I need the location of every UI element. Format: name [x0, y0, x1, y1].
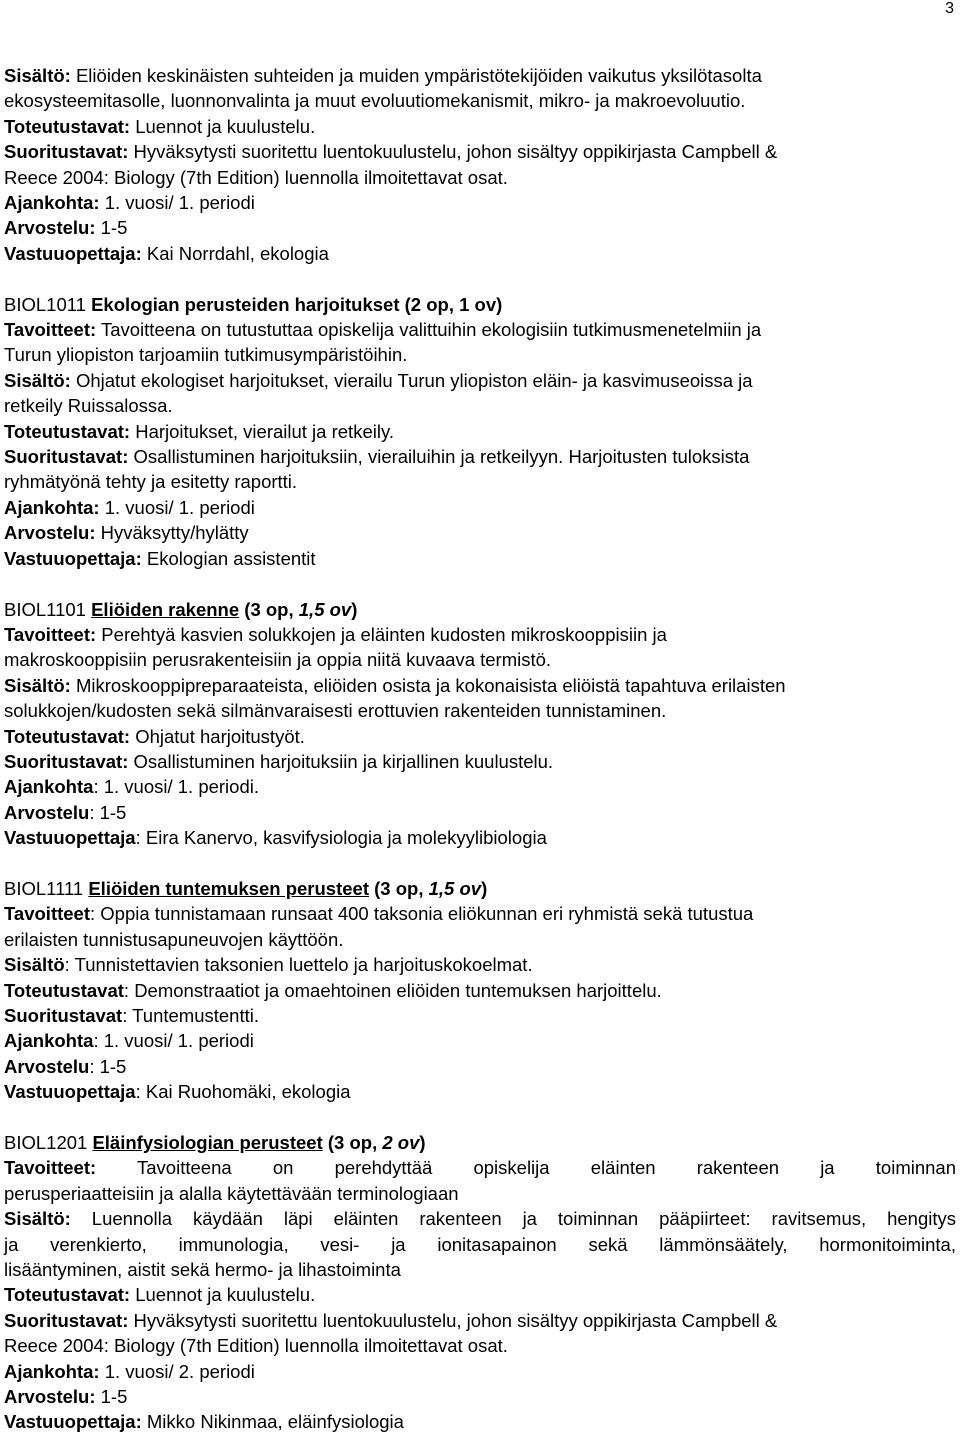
document-body: [4, 63, 956, 1435]
spacer: [4, 571, 956, 596]
suoritustavat-line-2: Reece 2004: Biology (7th Edition) luennolla ilmoitettavat osat.: [4, 166, 508, 188]
course-biol1111: BIOL1111 Eliöiden tuntemuksen perusteet (3 op, 1,5 ov) Tavoitteet: Oppia tunnistamaan runsaat 400 taksonia eliökunnan eri ryhmistä sekä tutustua erilaisten tunnistusapuneuvojen käyttöön. Sisältö: Tunnistettavien taksonien luettelo ja harjoituskokoelmat. Toteutustavat: Demonstraatiot ja omaehtoinen eliöiden tuntemuksen harjoittelu. Suoritustavat: Tuntemustentti. Ajankohta: 1. vuosi/ 1. periodi Arvostelu: 1-5 Vastuuopettaja: Kai Ruohomäki, ekologia: [4, 876, 956, 1105]
toteutustavat-line: Toteutustavat: Luennot ja kuulustelu.: [4, 115, 316, 137]
spacer: [4, 851, 956, 876]
course-biol1101: BIOL1101 Eliöiden rakenne (3 op, 1,5 ov) Tavoitteet: Perehtyä kasvien solukkojen ja eläinten kudosten mikroskooppisiin ja makroskooppisiin perusrakenteisiin ja oppia niitä kuvaava termistö. Sisältö: Mikroskooppipreparaateista, eliöiden osista ja kokonaisista eliöistä tapahtuva erilaisten solukkojen/kudosten sekä silmänvaraisesti erottuvien rakenteiden tunnistaminen. Toteutustavat: Ohjatut harjoitustyöt. Suoritustavat: Osallistuminen harjoituksiin ja kirjallinen kuulustelu. Ajankohta: 1. vuosi/ 1. periodi. Arvostelu: 1-5 Vastuuopettaja: Eira Kanervo, kasvifysiologia ja molekyylibiologia: [4, 597, 956, 851]
sisalto-label: Sisältö:: [4, 65, 71, 86]
spacer: [4, 1105, 956, 1130]
course-heading: BIOL1201 Eläinfysiologian perusteet (3 op, 2 ov): [4, 1132, 426, 1153]
sisalto-line: Sisältö: Eliöiden keskinäisten suhteiden ja muiden ympäristötekijöiden vaikutus yksilötasolta: [4, 65, 762, 86]
course-heading: BIOL1111 Eliöiden tuntemuksen perusteet (3 op, 1,5 ov): [4, 877, 488, 899]
course-biol1011: BIOL1011 Ekologian perusteiden harjoitukset (2 op, 1 ov) Tavoitteet: Tavoitteena on tutustuttaa opiskelija valittuihin ekologisiin tutkimusmenetelmiin ja Turun yliopiston tarjoamiin tutkimusympäristöihin. Sisältö: Ohjatut ekologiset harjoitukset, vierailu Turun yliopiston eläin- ja kasvimuseoissa ja retkeily Ruissalossa. Toteutustavat: Harjoitukset, vierailut ja retkeily. Suoritustavat: Osallistuminen harjoituksiin, vierailuihin ja retkeilyyn. Harjoitusten tuloksista ryhmätyönä tehty ja esitetty raportti. Ajankohta: 1. vuosi/ 1. periodi Arvostelu: Hyväksytty/hylätty Vastuuopettaja: Ekologian assistentit: [4, 292, 956, 571]
course-heading: BIOL1101 Eliöiden rakenne (3 op, 1,5 ov): [4, 598, 358, 620]
course-heading: BIOL1011 Ekologian perusteiden harjoitukset (2 op, 1 ov): [4, 293, 503, 315]
spacer: [4, 266, 956, 291]
vastuuopettaja-line: Vastuuopettaja: Kai Norrdahl, ekologia: [4, 242, 329, 264]
course-biol1201: BIOL1201 Eläinfysiologian perusteet (3 op, 2 ov) Tavoitteet: Tavoitteena on perehdyttää opiskelija eläinten rakenteen ja toiminnan perusperiaatteisiin ja alalla käytettävään terminologiaan Sisältö: Luennolla käydään läpi eläinten rakenteen ja toiminnan pääpiirteet: ravitsemus, hengitys ja verenkierto, immunologia, vesi- ja ionitasapainon sekä lämmönsäätely, hormonitoiminta, lisääntyminen, aistit sekä hermo- ja lihastoiminta Toteutustavat: Luennot ja kuulustelu. Suoritustavat: Hyväksytysti suoritettu luentokuulustelu, johon sisältyy oppikirjasta Campbell & Reece 2004: Biology (7th Edition) luennolla ilmoitettavat osat. Ajankohta: 1. vuosi/ 2. periodi Arvostelu: 1-5 Vastuuopettaja: Mikko Nikinmaa, eläinfysiologia: [4, 1132, 956, 1433]
sisalto-line-2: ekosysteemitasolle, luonnonvalinta ja muut evoluutiomekanismit, mikro- ja makroevoluutio.: [4, 90, 746, 112]
intro-section: [4, 63, 956, 266]
ajankohta-line: Ajankohta: 1. vuosi/ 1. periodi: [4, 192, 255, 214]
suoritustavat-line: Suoritustavat: Hyväksytysti suoritettu luentokuulustelu, johon sisältyy oppikirjasta Campbell &: [4, 141, 778, 163]
arvostelu-line: Arvostelu: 1-5: [4, 217, 128, 239]
page-number: 3: [945, 0, 954, 17]
